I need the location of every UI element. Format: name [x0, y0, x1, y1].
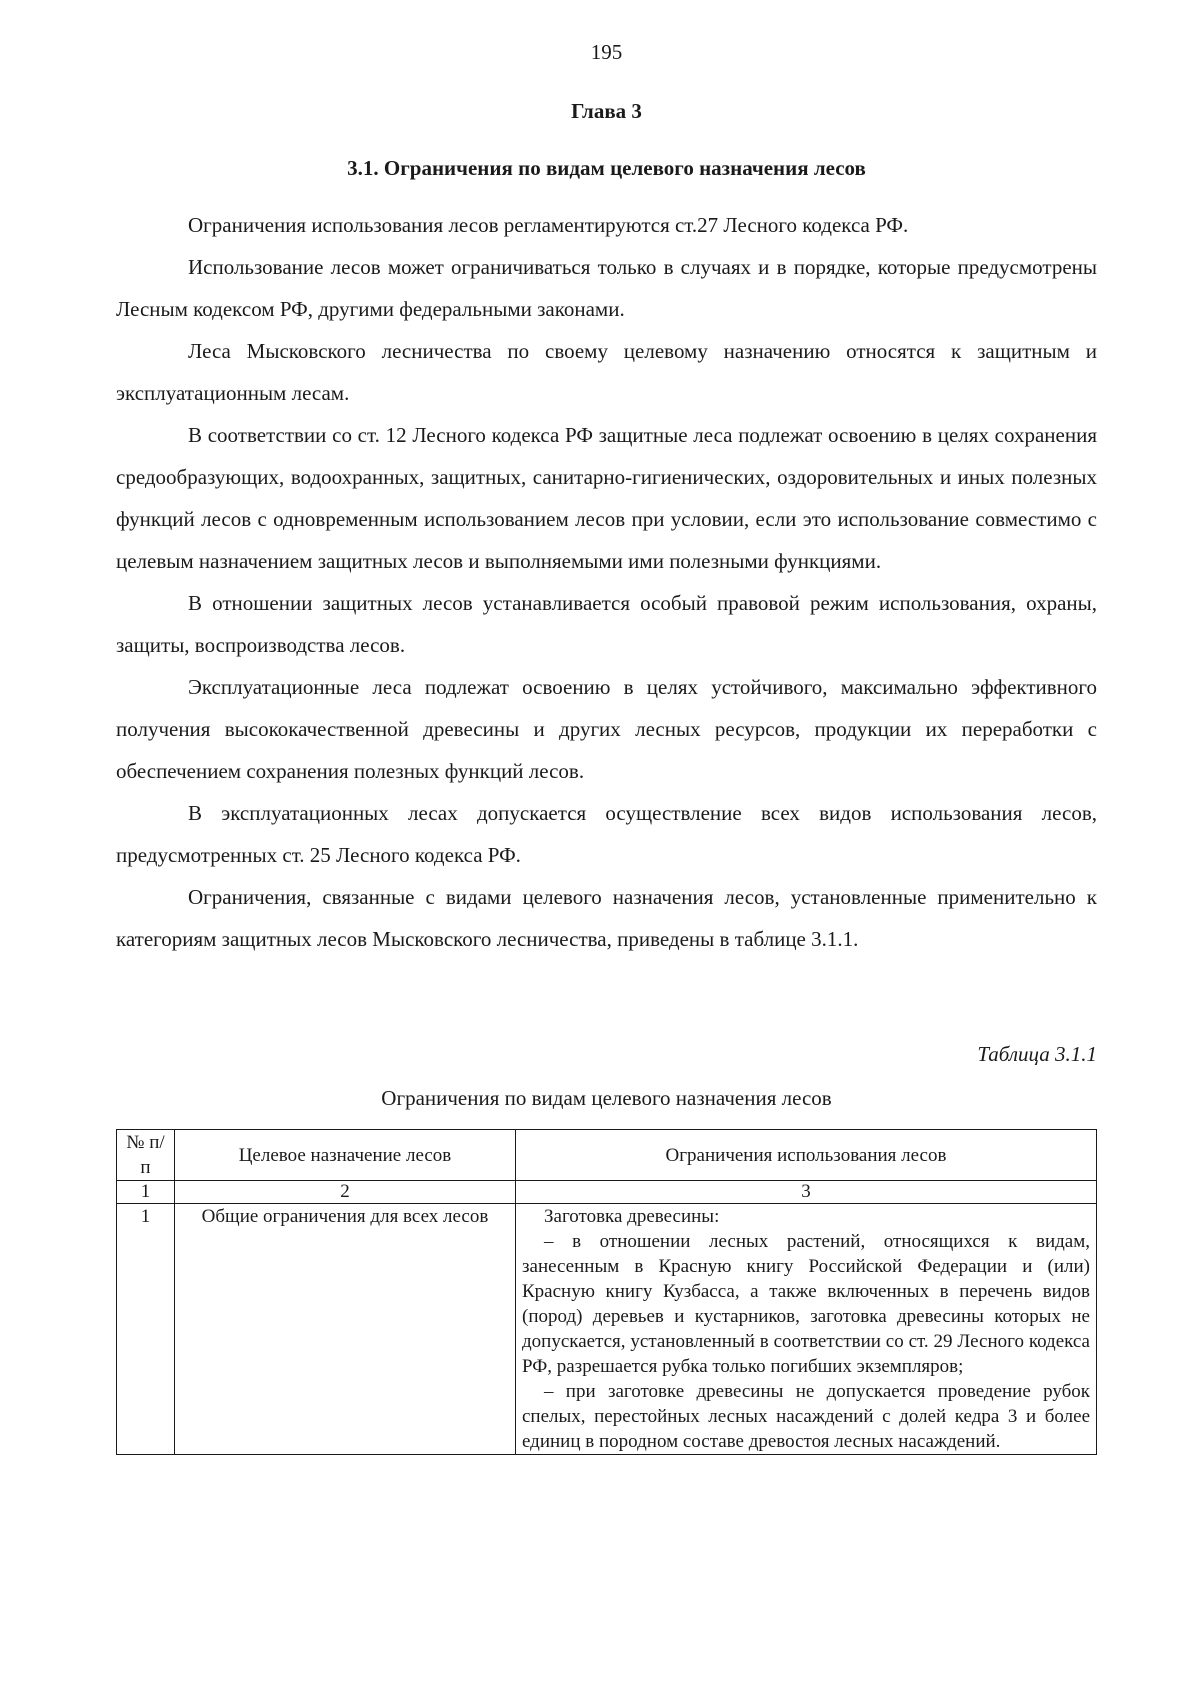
- column-number-cell: 1: [117, 1181, 175, 1204]
- chapter-title: Глава 3: [571, 99, 642, 123]
- paragraph: Леса Мысковского лесничества по своему целевому назначению относятся к защитным и эксплуатационным лесам.: [116, 339, 1097, 405]
- header-cell-restrictions: Ограничения использования лесов: [516, 1130, 1097, 1181]
- header-cell-purpose: Целевое назначение лесов: [175, 1130, 516, 1181]
- paragraph: Ограничения, связанные с видами целевого назначения лесов, установленные применительно к категориям защитных лесов Мысковского лесничества, приведены в таблице 3.1.1.: [116, 885, 1097, 951]
- row-number-cell: 1: [117, 1204, 175, 1455]
- header-cell-number: № п/п: [117, 1130, 175, 1181]
- section-title: 3.1. Ограничения по видам целевого назначения лесов: [347, 156, 866, 180]
- paragraph: Ограничения использования лесов регламентируются ст.27 Лесного кодекса РФ.: [188, 213, 909, 237]
- table-caption: Ограничения по видам целевого назначения лесов: [381, 1086, 832, 1110]
- table-label: Таблица 3.1.1: [977, 1042, 1097, 1066]
- page-number: 195: [590, 40, 623, 64]
- column-number-cell: 3: [516, 1181, 1097, 1204]
- row-purpose-cell: Общие ограничения для всех лесов: [175, 1204, 516, 1455]
- row-restrictions-cell: [516, 1204, 1097, 1455]
- body-text: [116, 204, 1097, 960]
- column-number-row: [117, 1181, 1097, 1204]
- paragraph: В эксплуатационных лесах допускается осуществление всех видов использования лесов, предусмотренных ст. 25 Лесного кодекса РФ.: [116, 801, 1097, 867]
- restriction-lead: Заготовка древесины:: [544, 1206, 720, 1227]
- restrictions-table: [116, 1129, 1097, 1455]
- column-number-cell: 2: [175, 1181, 516, 1204]
- paragraph: В соответствии со ст. 12 Лесного кодекса РФ защитные леса подлежат освоению в целях сохранения средообразующих, водоохранных, защитных, санитарно-гигиенических, оздоровительных и иных полезных функций лесов с одновременным использованием лесов при условии, если это использование совместимо с целевым назначением защитных лесов и выполняемыми ими полезными функциями.: [116, 423, 1097, 573]
- table-row: [117, 1204, 1097, 1455]
- paragraph: Эксплуатационные леса подлежат освоению в целях устойчивого, максимально эффективного получения высококачественной древесины и других лесных ресурсов, продукции их переработки с обеспечением сохранения полезных функций лесов.: [116, 675, 1097, 783]
- paragraph: Использование лесов может ограничиваться только в случаях и в порядке, которые предусмотрены Лесным кодексом РФ, другими федеральными законами.: [116, 255, 1097, 321]
- restriction-item: – в отношении лесных растений, относящихся к видам, занесенным в Красную книгу Российской Федерации и (или) Красную книгу Кузбасса, а также включенных в перечень видов (пород) деревьев и кустарников, заготовка древесины которых не допускается, установленный в соответствии со ст. 29 Лесного кодекса РФ, разрешается рубка только погибших экземпляров;: [522, 1231, 1090, 1377]
- paragraph: В отношении защитных лесов устанавливается особый правовой режим использования, охраны, защиты, воспроизводства лесов.: [116, 591, 1097, 657]
- restriction-item: – при заготовке древесины не допускается проведение рубок спелых, перестойных лесных насаждений с долей кедра 3 и более единиц в породном составе древостоя лесных насаждений.: [522, 1381, 1090, 1452]
- table-header-row: [117, 1130, 1097, 1181]
